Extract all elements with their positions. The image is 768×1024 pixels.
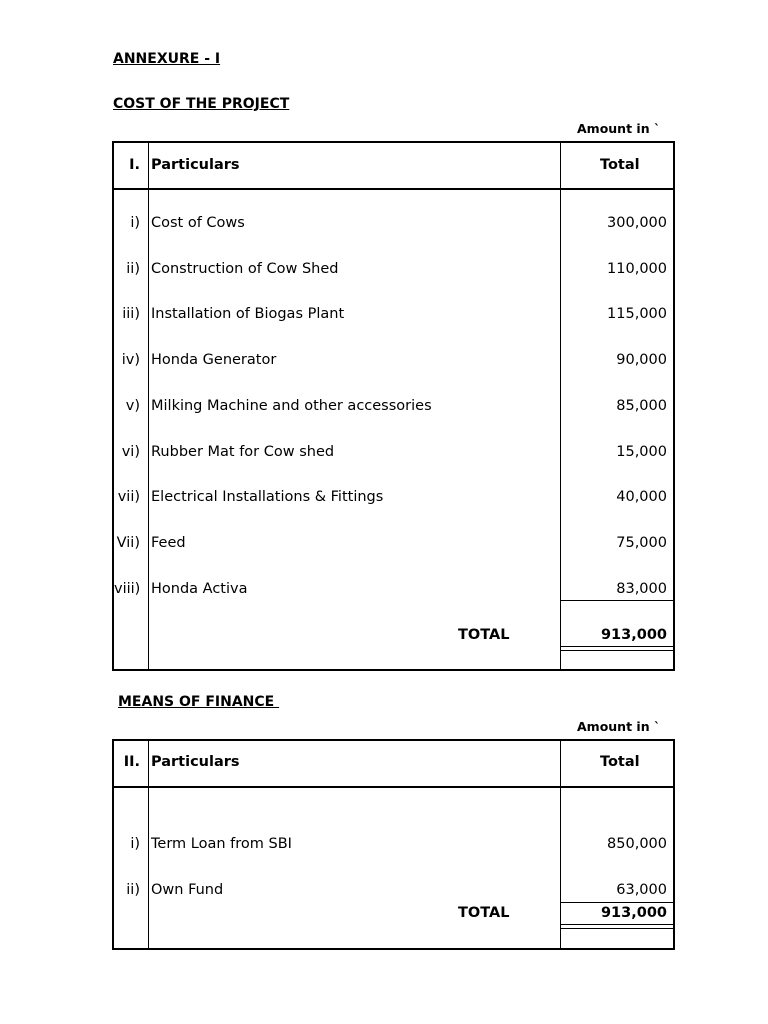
finance-section-title: MEANS OF FINANCE <box>118 694 280 710</box>
row-amount: 40,000 <box>616 489 667 506</box>
row-particular: Term Loan from SBI <box>151 836 292 852</box>
finance-subtotal-rule <box>561 902 673 903</box>
row-num: Vii) <box>116 534 140 551</box>
row-num: iii) <box>122 306 140 323</box>
row-particular: Construction of Cow Shed <box>151 260 339 277</box>
cost-table-header-rule <box>114 188 673 190</box>
cost-header-total: Total <box>600 157 640 173</box>
row-particular: Honda Generator <box>151 352 277 369</box>
row-num: viii) <box>114 580 141 597</box>
row-num: i) <box>130 215 140 231</box>
row-particular: Honda Activa <box>151 580 248 597</box>
cost-subtotal-rule <box>561 600 673 601</box>
cost-section-title: COST OF THE PROJECT <box>113 96 290 112</box>
row-particular: Milking Machine and other accessories <box>151 397 432 414</box>
cost-total-value: 913,000 <box>600 627 667 643</box>
cost-total-double-rule <box>561 646 673 651</box>
row-num: ii) <box>126 260 140 277</box>
row-amount: 90,000 <box>616 352 667 369</box>
row-amount: 850,000 <box>607 836 667 852</box>
row-num: v) <box>125 397 140 414</box>
row-particular: Installation of Biogas Plant <box>151 306 345 323</box>
finance-header-particulars: Particulars <box>151 754 240 770</box>
row-particular: Rubber Mat for Cow shed <box>151 443 335 460</box>
finance-table-divider-num <box>148 741 149 948</box>
row-amount: 63,000 <box>616 882 667 898</box>
row-amount: 75,000 <box>616 534 667 551</box>
row-particular: Feed <box>151 534 186 551</box>
row-particular: Electrical Installations & Fittings <box>151 489 384 506</box>
finance-total-double-rule <box>561 924 673 929</box>
row-num: vi) <box>121 443 140 460</box>
row-amount: 115,000 <box>607 306 667 323</box>
cost-table <box>112 141 675 671</box>
finance-header-total: Total <box>600 754 640 770</box>
cost-header-num: I. <box>129 157 140 173</box>
row-num: i) <box>130 836 140 852</box>
annexure-title: ANNEXURE - I <box>113 51 221 67</box>
finance-total-label: TOTAL <box>458 905 510 921</box>
finance-total-value: 913,000 <box>600 905 667 921</box>
row-amount: 85,000 <box>616 397 667 414</box>
cost-header-particulars: Particulars <box>151 157 240 173</box>
row-num: vii) <box>117 489 140 506</box>
finance-amount-note: Amount in ` <box>577 719 661 734</box>
row-amount: 110,000 <box>607 260 667 277</box>
finance-table <box>112 739 675 950</box>
row-amount: 15,000 <box>616 443 667 460</box>
cost-table-divider-num <box>148 143 149 669</box>
cost-total-label: TOTAL <box>458 627 510 643</box>
cost-amount-note: Amount in ` <box>577 121 661 136</box>
cost-table-divider-total <box>560 143 561 669</box>
row-particular: Own Fund <box>151 882 224 898</box>
finance-table-header-rule <box>114 786 673 788</box>
row-num: iv) <box>121 352 140 369</box>
row-amount: 83,000 <box>616 580 667 597</box>
finance-table-divider-total <box>560 741 561 948</box>
row-num: ii) <box>126 882 140 898</box>
row-amount: 300,000 <box>607 215 667 231</box>
row-particular: Cost of Cows <box>151 215 245 231</box>
finance-header-num: II. <box>123 754 140 770</box>
